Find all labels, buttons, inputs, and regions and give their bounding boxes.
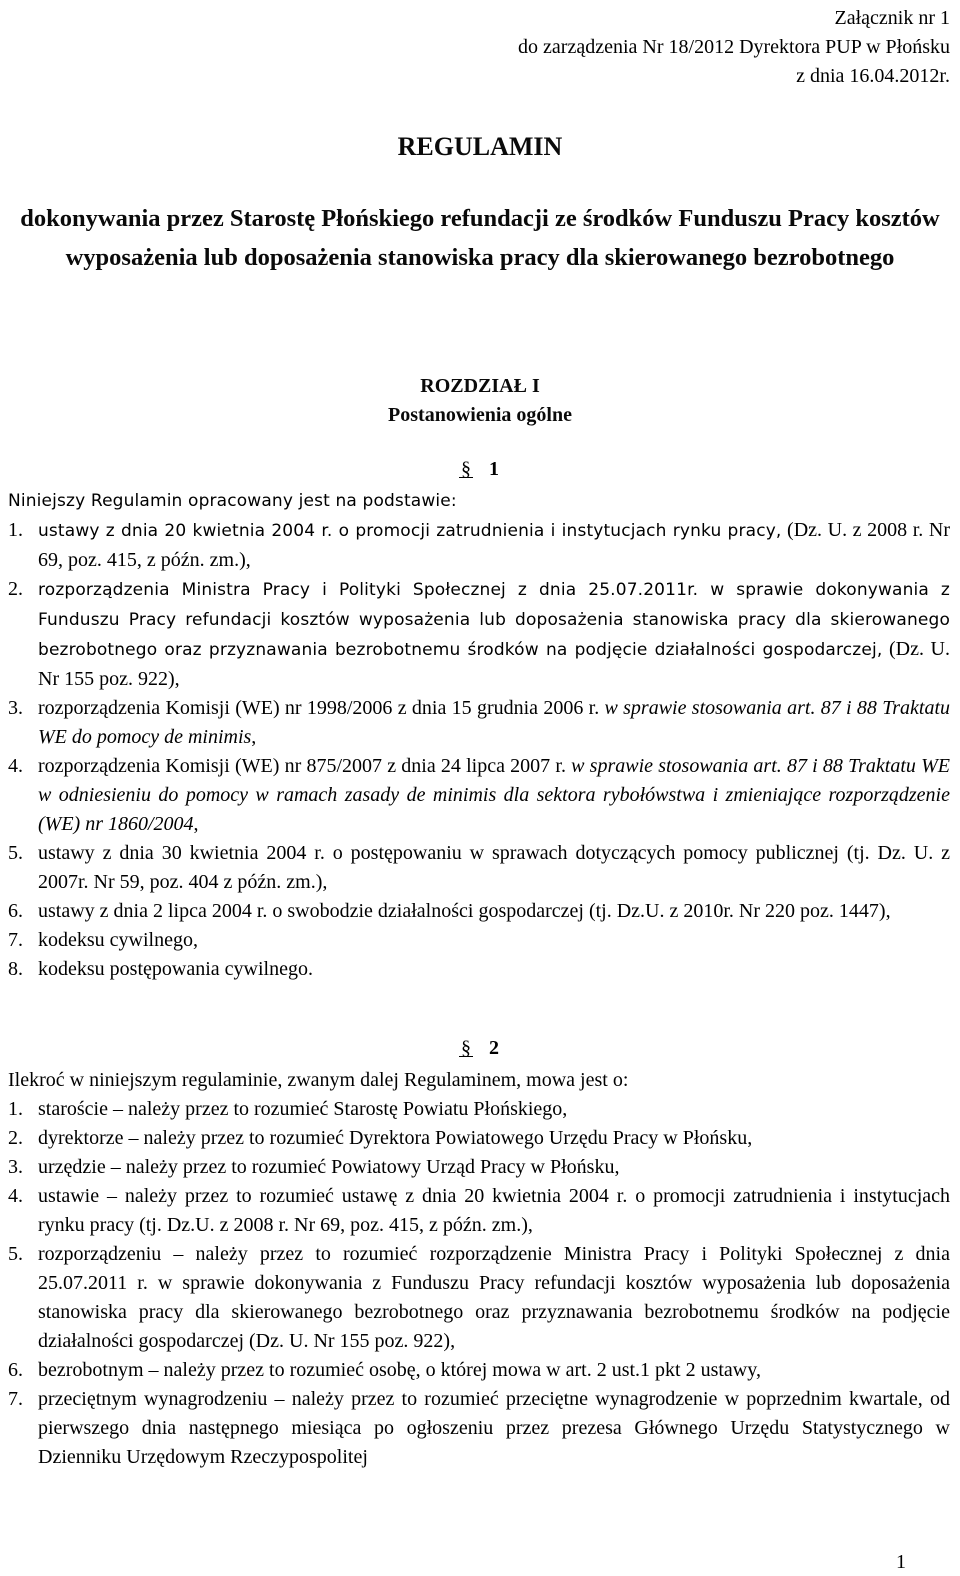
list-item-text: ustawie – należy przez to rozumieć ustawę z dnia 20 kwietnia 2004 r. o promocji zatrudnienia i instytucjach rynku pracy (tj. Dz.U. z 2008 r. Nr 69, poz. 415, z późn. zm.), [38, 1185, 950, 1236]
document-subtitle: dokonywania przez Starostę Płońskiego refundacji ze środków Funduszu Pracy kosztów wyposażenia lub doposażenia stanowiska pracy dla skierowanego bezrobotnego [20, 205, 940, 271]
section-1-number: 1 [489, 458, 499, 480]
list-item-text: rozporządzeniu – należy przez to rozumieć rozporządzenie Ministra Pracy i Polityki Społecznej z dnia 25.07.2011 r. w sprawie dokonywania z Funduszu Pracy refundacji kosztów wyposażenia lub doposażenia stanowiska pracy dla skierowanego bezrobotnego oraz przyznawania bezrobotnemu środków na podjęcie działalności gospodarczej (Dz. U. Nr 155 poz. 922), [38, 1243, 950, 1352]
ordinance-reference: do zarządzenia Nr 18/2012 Dyrektora PUP w Płońsku [518, 36, 950, 58]
list-item [8, 1095, 950, 1124]
list-item-number: 5. [8, 1243, 23, 1265]
list-item-number: 4. [8, 1185, 23, 1207]
page-number: 1 [896, 1551, 906, 1573]
list-item-number: 7. [8, 1388, 23, 1410]
list-item [8, 1182, 950, 1240]
section-2-intro: Ilekroć w niniejszym regulaminie, zwanym dalej Regulaminem, mowa jest o: [8, 1069, 629, 1091]
list-item-text: kodeksu postępowania cywilnego. [38, 958, 313, 980]
list-item-text: , [251, 726, 257, 748]
list-item-text: staroście – należy przez to rozumieć Starostę Powiatu Płońskiego, [38, 1098, 568, 1120]
list-item-number: 8. [8, 958, 23, 980]
list-item-number: 6. [8, 1359, 23, 1381]
list-item [8, 897, 950, 926]
list-item-text: urzędzie – należy przez to rozumieć Powiatowy Urząd Pracy w Płońsku, [38, 1156, 620, 1178]
list-item-text: rozporządzenia Komisji (WE) nr 1998/2006 z dnia 15 grudnia 2006 r. [38, 697, 605, 719]
section-1-intro: Niniejszy Regulamin opracowany jest na podstawie: [8, 491, 457, 511]
attachment-header [518, 4, 950, 91]
chapter-number: ROZDZIAŁ I [420, 375, 540, 397]
list-item [8, 752, 950, 839]
list-item-text: ustawy z dnia 2 lipca 2004 r. o swobodzie działalności gospodarczej (tj. Dz.U. z 2010r. Nr 220 poz. 1447), [38, 900, 891, 922]
section-sign-icon: § [461, 458, 471, 480]
document-title: REGULAMIN [397, 132, 563, 161]
list-item-number: 6. [8, 900, 23, 922]
list-item-text: ustawy z dnia 30 kwietnia 2004 r. o postępowaniu w sprawach dotyczących pomocy publicznej (tj. Dz. U. z 2007r. Nr 59, poz. 404 z późn. zm.), [38, 842, 950, 893]
list-item-number: 1. [8, 1098, 23, 1120]
list-item-number: 7. [8, 929, 23, 951]
list-item-text: kodeksu cywilnego, [38, 929, 198, 951]
list-item-number: 4. [8, 755, 23, 777]
ordinance-date: z dnia 16.04.2012r. [796, 65, 950, 87]
list-item-number: 3. [8, 1156, 23, 1178]
section-2-heading [0, 1037, 960, 1060]
section-2-number: 2 [489, 1037, 499, 1059]
list-item [8, 1356, 950, 1385]
list-item-text: w sprawie dokonywania z Funduszu Pracy refundacji kosztów wyposażenia lub doposażenia stanowiska pracy dla skierowanego bezrobotnego oraz przyznawania bezrobotnemu środków na podjęcie działalności gospodarczej, [38, 580, 950, 660]
list-item-text: (Dz. U. Nr 155 poz. 922), [38, 638, 950, 690]
list-item [8, 1385, 950, 1472]
list-item-text: ustawy z dnia 20 kwietnia 2004 r. o promocji zatrudnienia i instytucjach rynku pracy, [38, 521, 782, 541]
list-item [8, 839, 950, 897]
chapter-name: Postanowienia ogólne [388, 404, 572, 426]
section-sign-icon: § [461, 1037, 471, 1059]
chapter-heading [0, 372, 960, 430]
list-item-text: bezrobotnym – należy przez to rozumieć osobę, o której mowa w art. 2 ust.1 pkt 2 ustawy, [38, 1359, 761, 1381]
list-item [8, 694, 950, 752]
list-item [8, 926, 950, 955]
list-item [8, 575, 950, 694]
list-item [8, 1124, 950, 1153]
list-item [8, 516, 950, 575]
legal-basis-list [8, 516, 950, 984]
list-item-text: , [193, 813, 199, 835]
list-item-number: 1. [8, 519, 23, 541]
list-item [8, 1153, 950, 1182]
list-item [8, 1240, 950, 1356]
list-item-number: 2. [8, 578, 23, 600]
list-item-text: rozporządzenia Komisji (WE) nr 875/2007 z dnia 24 lipca 2007 r. [38, 755, 572, 777]
section-1-heading [0, 458, 960, 481]
attachment-number: Załącznik nr 1 [834, 7, 950, 29]
list-item-text: rozporządzenia Ministra Pracy i Polityki Społecznej z dnia 25.07.2011r. [38, 580, 699, 600]
list-item-text: (Dz. U. z 2008 r. Nr 69, poz. 415, z późn. zm.), [38, 519, 950, 571]
list-item-number: 3. [8, 697, 23, 719]
list-item-text: dyrektorze – należy przez to rozumieć Dyrektora Powiatowego Urzędu Pracy w Płońsku, [38, 1127, 753, 1149]
list-item-text: w sprawie stosowania art. 87 i 88 Traktatu WE do pomocy de minimis [38, 697, 950, 748]
list-item-number: 2. [8, 1127, 23, 1149]
list-item-number: 5. [8, 842, 23, 864]
list-item-text: w sprawie stosowania art. 87 i 88 Traktatu WE w odniesieniu do pomocy w ramach zasady de minimis dla sektora rybołówstwa i zmieniające rozporządzenie (WE) nr 1860/2004 [38, 755, 950, 835]
definitions-list [8, 1095, 950, 1472]
list-item-text: przeciętnym wynagrodzeniu – należy przez to rozumieć przeciętne wynagrodzenie w poprzednim kwartale, od pierwszego dnia następnego miesiąca po ogłoszeniu przez prezesa Głównego Urzędu Statystycznego w Dzienniku Urzędowym Rzeczypospolitej [38, 1388, 950, 1468]
list-item [8, 955, 950, 984]
